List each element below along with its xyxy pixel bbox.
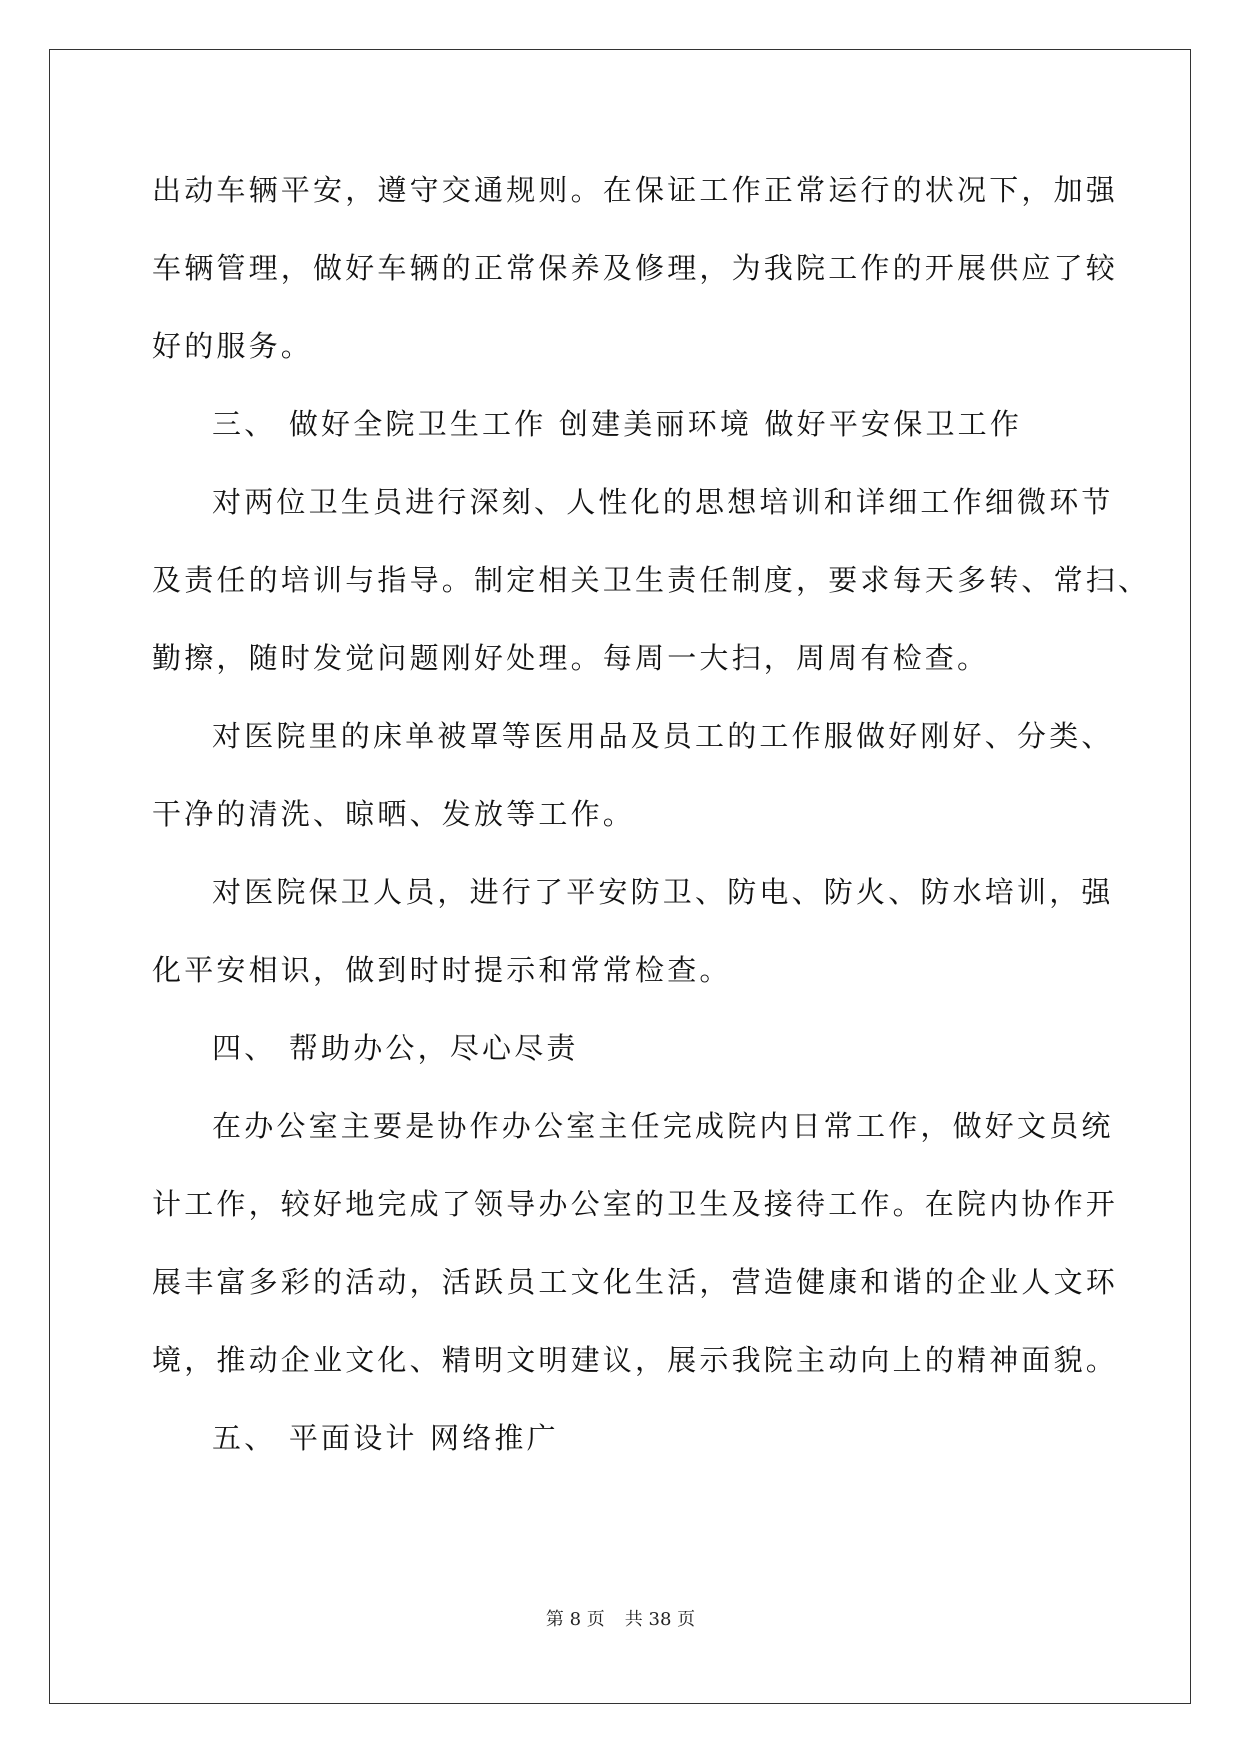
paragraph-line: 对医院保卫人员，进行了平安防卫、防电、防火、防水培训，强 (212, 875, 1114, 909)
page-number: 第 8 页 (545, 1609, 605, 1630)
paragraph-line: 展丰富多彩的活动，活跃员工文化生活，营造健康和谐的企业人文环 (152, 1265, 1119, 1299)
paragraph-line: 干净的清洗、晾晒、发放等工作。 (152, 797, 636, 831)
paragraph-line: 勤擦，随时发觉问题刚好处理。每周一大扫，周周有检查。 (152, 641, 990, 675)
paragraph-line: 车辆管理，做好车辆的正常保养及修理，为我院工作的开展供应了较 (152, 251, 1119, 285)
section-heading-5: 五、 平面设计 网络推广 (212, 1421, 559, 1455)
section-heading-4: 四、 帮助办公，尽心尽责 (212, 1031, 579, 1065)
paragraph-line: 出动车辆平安，遵守交通规则。在保证工作正常运行的状况下，加强 (152, 173, 1119, 207)
paragraph-line: 及责任的培训与指导。制定相关卫生责任制度，要求每天多转、常扫、 (152, 563, 1151, 597)
paragraph-line: 好的服务。 (152, 329, 314, 363)
paragraph-line: 计工作，较好地完成了领导办公室的卫生及接待工作。在院内协作开 (152, 1187, 1119, 1221)
paragraph-line: 境，推动企业文化、精明文明建议，展示我院主动向上的精神面貌。 (152, 1343, 1119, 1377)
paragraph-line: 对两位卫生员进行深刻、人性化的思想培训和详细工作细微环节 (212, 485, 1114, 519)
page-footer (0, 1605, 1241, 1631)
paragraph-line: 化平安相识，做到时时提示和常常检查。 (152, 953, 732, 987)
paragraph-line: 对医院里的床单被罩等医用品及员工的工作服做好刚好、分类、 (212, 719, 1114, 753)
page-total: 共 38 页 (624, 1609, 696, 1630)
paragraph-line: 在办公室主要是协作办公室主任完成院内日常工作，做好文员统 (212, 1109, 1114, 1143)
section-heading-3: 三、 做好全院卫生工作 创建美丽环境 做好平安保卫工作 (212, 407, 1023, 441)
